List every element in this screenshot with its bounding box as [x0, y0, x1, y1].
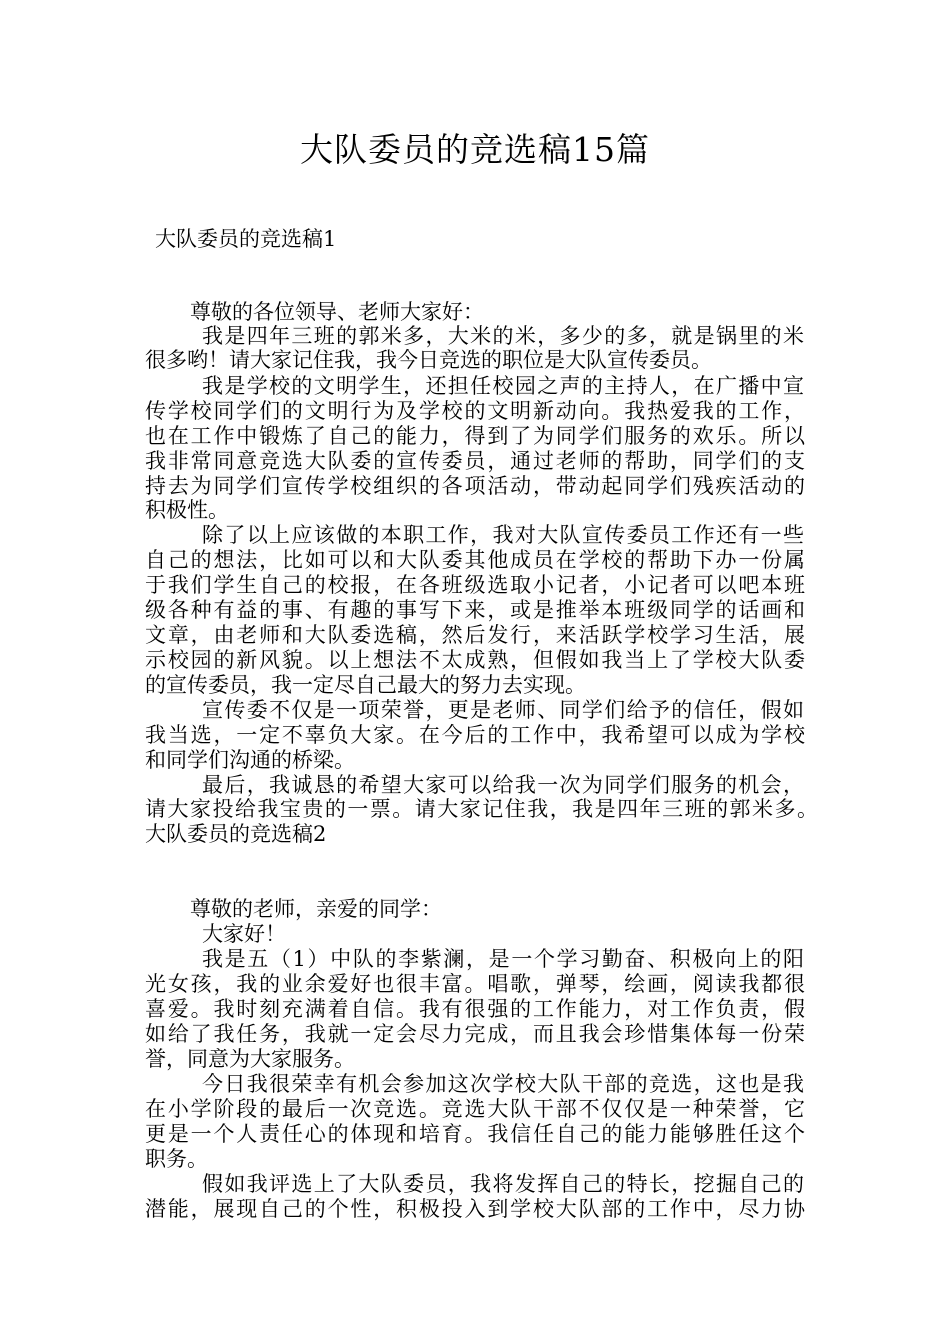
paragraph-line: 职务。 [145, 1147, 208, 1171]
paragraph-line: 于我们学生自己的校报，在各班级选取小记者，小记者可以吧本班 [145, 573, 805, 597]
paragraph-line: 除了以上应该做的本职工作，我对大队宣传委员工作还有一些 [202, 523, 804, 547]
paragraph-line: 我是五（1）中队的李紫澜，是一个学习勤奋、积极向上的阳 [202, 947, 804, 971]
paragraph-line: 我当选，一定不辜负大家。在今后的工作中，我希望可以成为学校 [145, 723, 805, 747]
paragraph-line: 潜能，展现自己的个性，积极投入到学校大队部的工作中，尽力协 [145, 1197, 805, 1221]
paragraph-line: 我是学校的文明学生，还担任校园之声的主持人，在广播中宣 [202, 374, 804, 398]
paragraph-line: 也在工作中锻炼了自己的能力，得到了为同学们服务的欢乐。所以 [145, 424, 805, 448]
section-heading-1: 大队委员的竞选稿1 [155, 227, 337, 251]
paragraph-line: 示校园的新风貌。以上想法不太成熟，但假如我当上了学校大队委 [145, 648, 805, 672]
paragraph-line: 级各种有益的事、有趣的事写下来，或是推举本班级同学的话画和 [145, 598, 805, 622]
paragraph-line: 誉，同意为大家服务。 [145, 1047, 355, 1071]
paragraph-line: 传学校同学们的文明行为及学校的文明新动向。我热爱我的工作， [145, 399, 805, 423]
paragraph-line: 文章，由老师和大队委选稿，然后发行，来活跃学校学习生活，展 [145, 623, 805, 647]
greeting-line: 大家好！ [202, 922, 286, 946]
salutation-line: 尊敬的老师，亲爱的同学： [190, 897, 442, 921]
document-title: 大队委员的竞选稿15篇 [300, 130, 650, 169]
paragraph-line: 今日我很荣幸有机会参加这次学校大队干部的竞选，这也是我 [202, 1072, 804, 1096]
paragraph-line: 很多哟！请大家记住我，我今日竞选的职位是大队宣传委员。 [145, 348, 712, 372]
paragraph-line: 的宣传委员，我一定尽自己最大的努力去实现。 [145, 673, 586, 697]
paragraph-line: 最后，我诚恳的希望大家可以给我一次为同学们服务的机会， [202, 773, 804, 797]
paragraph-line: 我非常同意竞选大队委的宣传委员，通过老师的帮助，同学们的支 [145, 449, 805, 473]
paragraph-line: 假如我评选上了大队委员，我将发挥自己的特长，挖掘自己的 [202, 1172, 804, 1196]
paragraph-line: 喜爱。我时刻充满着自信。我有很强的工作能力，对工作负责，假 [145, 997, 805, 1021]
paragraph-line: 请大家投给我宝贵的一票。请大家记住我，我是四年三班的郭米多。 [145, 797, 818, 821]
paragraph-line: 积极性。 [145, 498, 229, 522]
paragraph-line: 自己的想法，比如可以和大队委其他成员在学校的帮助下办一份属 [145, 548, 805, 572]
section-heading-2: 大队委员的竞选稿2 [145, 822, 327, 846]
paragraph-line: 我是四年三班的郭米多，大米的米，多少的多，就是锅里的米 [202, 324, 804, 348]
paragraph-line: 和同学们沟通的桥梁。 [145, 748, 355, 772]
paragraph-line: 更是一个人责任心的体现和培育。我信任自己的能力能够胜任这个 [145, 1122, 805, 1146]
paragraph-line: 光女孩，我的业余爱好也很丰富。唱歌，弹琴，绘画，阅读我都很 [145, 972, 805, 996]
paragraph-line: 宣传委不仅是一项荣誉，更是老师、同学们给予的信任，假如 [202, 698, 804, 722]
paragraph-line: 如给了我任务，我就一定会尽力完成，而且我会珍惜集体每一份荣 [145, 1022, 805, 1046]
paragraph-line: 持去为同学们宣传学校组织的各项活动，带动起同学们残疾活动的 [145, 474, 805, 498]
paragraph-line: 在小学阶段的最后一次竞选。竞选大队干部不仅仅是一种荣誉，它 [145, 1097, 805, 1121]
salutation-line: 尊敬的各位领导、老师大家好： [190, 300, 484, 324]
